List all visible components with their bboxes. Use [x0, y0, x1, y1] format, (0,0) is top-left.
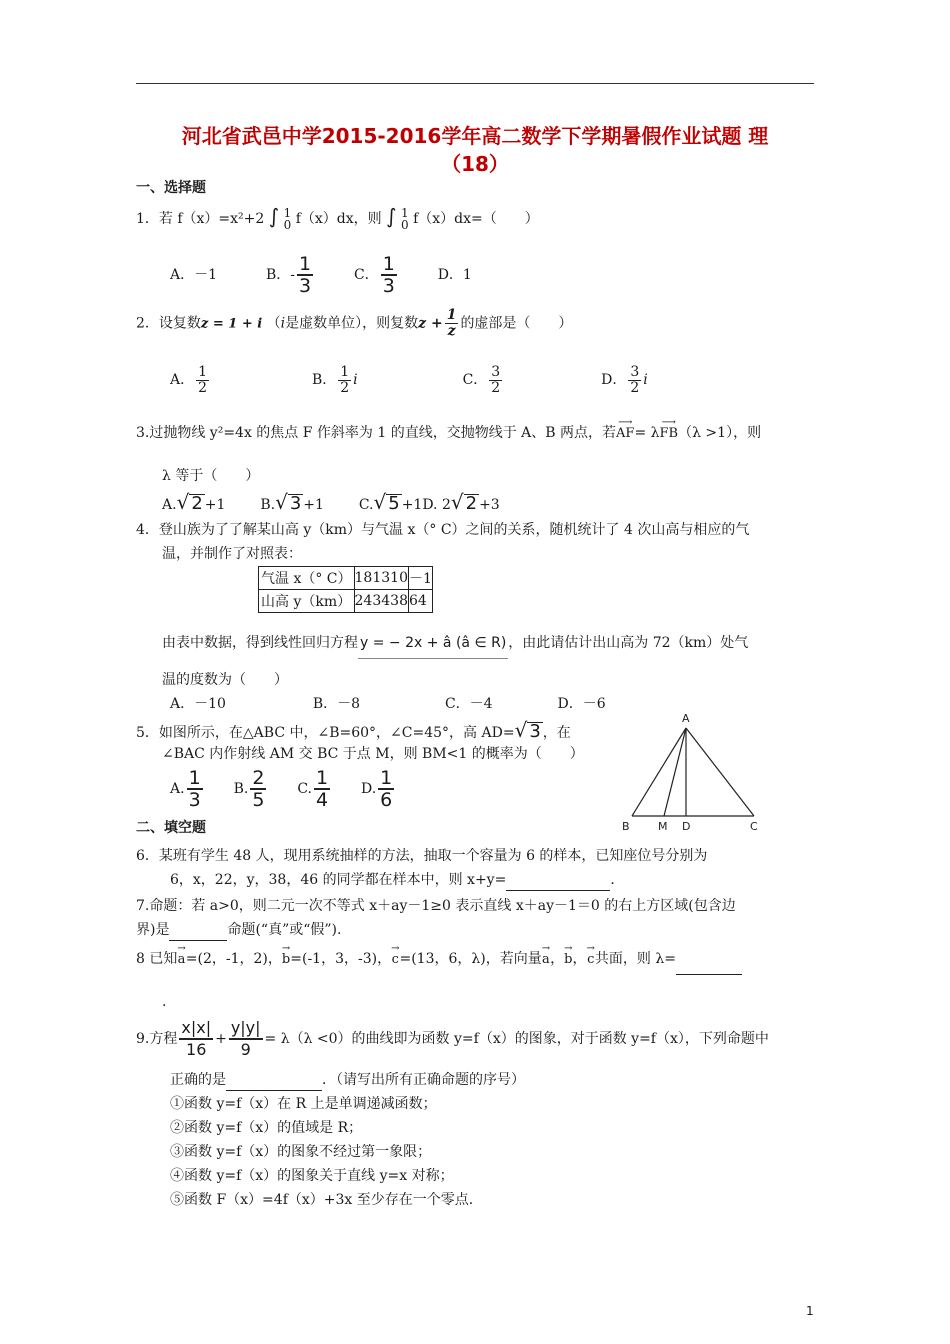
title-line-2: （18） [441, 152, 509, 176]
header-rule [136, 83, 814, 84]
q7-text-c: 命题(“真”或“假”). [227, 922, 342, 938]
q4-option-c: C．－4 [444, 696, 493, 712]
q4-text-c: 由表中数据，得到线性回归方程 [162, 635, 358, 651]
q5-options [170, 768, 396, 810]
q2-option-b: B． [311, 372, 337, 388]
table-cell: 24 [354, 590, 372, 613]
q4-option-b: B．－8 [312, 696, 361, 712]
vector-a: → a [177, 943, 186, 967]
question-1 [136, 206, 539, 242]
vector-c: → c [586, 943, 595, 967]
label-a: A [682, 712, 690, 725]
complex-z: z = 1 + i [200, 316, 263, 332]
integral-icon: ∫ [386, 204, 397, 228]
fraction: $\frac{3}{2}$ [491, 363, 501, 396]
sqrt: √ 2 [450, 490, 478, 514]
q8-text-d: =(13，6，λ)，若向量 [399, 951, 542, 967]
q3-text-c: λ 等于（ ） [162, 468, 260, 484]
q1-option-a: A．－1 [170, 267, 218, 283]
q2-text-c: 是虚数单位），则复数 [285, 315, 419, 332]
q9-text-a: 9.方程 [136, 1031, 178, 1047]
table-cell: 13 [372, 567, 390, 590]
q6-text-b: 6，x，22，y，38，46 的同学都在样本中，则 x+y= [170, 872, 507, 888]
q3-eq: = λ [634, 425, 660, 441]
q9-item-3: ③函数 y=f（x）的图象不经过第一象限； [170, 1144, 432, 1160]
section-choice-heading: 一、选择题 [136, 180, 206, 196]
section-fill-heading: 二、填空题 [136, 820, 206, 836]
sqrt: √ 3 [275, 490, 302, 514]
q6-text-c: ． [610, 872, 625, 888]
regression-equation: y = − 2x + â (â ∈ R) [358, 628, 508, 659]
q9-item-2: ②函数 y=f（x）的值域是 R； [170, 1120, 363, 1136]
question-3 [136, 418, 761, 448]
q4-option-a: A．－10 [170, 696, 226, 712]
table-cell: 64 [409, 590, 433, 613]
q3-option-a: A. [162, 497, 177, 513]
label-b: B [622, 820, 630, 833]
q1-option-b: B．- [265, 267, 295, 283]
label-c: C [750, 820, 758, 833]
table-cell: 山高 y（km） [259, 590, 355, 613]
q3-option-b: B. [260, 497, 276, 513]
answer-blank[interactable] [506, 870, 610, 891]
q7-line-b [136, 920, 341, 941]
q5-text-b: ，在 [542, 725, 571, 741]
imag-unit: i [280, 315, 286, 332]
q6-line-b [170, 870, 624, 891]
label-d: D [682, 820, 691, 833]
page-number: 1 [806, 1304, 814, 1318]
vector-fb: ⟶ FB [659, 417, 679, 441]
vector-b: → b [564, 943, 573, 967]
fraction: $\frac{1}{6}$ [380, 767, 393, 811]
fraction: $\frac{1}{z}$ [446, 307, 457, 339]
q1-options [170, 253, 472, 297]
document-title [136, 122, 814, 178]
q3-text-b: （λ >1），则 [678, 425, 762, 441]
table-cell: 10 [390, 567, 408, 590]
sqrt: √ 5 [373, 490, 400, 514]
q8-text-b: =(2，-1，2)， [185, 951, 282, 967]
q2-option-c: C． [462, 372, 488, 388]
vector-af: ⟶ AF [616, 417, 635, 441]
q9-text-d: ．（请写出所有正确命题的序号） [322, 1072, 525, 1088]
q7-text-b: 界)是 [136, 922, 170, 938]
q7-text-a: 7.命题：若 a>0，则二元一次不等式 x＋ay－1≥0 表示直线 x＋ay－1＝0 的右上方区域(包含边 [136, 898, 736, 914]
fraction: $\frac{1}{3}$ [382, 253, 395, 297]
q8-text-c: =(-1，3，-3)， [290, 951, 392, 967]
fraction: $\frac{1}{2}$ [340, 363, 350, 396]
ray-am [664, 728, 686, 816]
fraction: $\frac{1}{2}$ [198, 363, 208, 396]
table-cell: －1 [409, 567, 433, 590]
q5-option-b: B. [233, 781, 249, 797]
q2-text-d: 的虚部是（ ） [460, 315, 573, 332]
question-5 [136, 718, 571, 745]
q5-option-d: D. [360, 781, 377, 797]
q2-text-b: （ [266, 315, 281, 332]
q2-option-a: A． [170, 372, 195, 388]
q3-text-a: 3.过抛物线 y²=4x 的焦点 F 作斜率为 1 的直线，交抛物线于 A、B 两点，若 [136, 425, 617, 441]
q9-text-b: = λ（λ <0）的曲线即为函数 y=f（x）的图象，对于函数 y=f（x），下列命题中 [264, 1031, 769, 1047]
answer-blank[interactable] [169, 920, 227, 941]
side-ab [632, 728, 686, 816]
q4-text-b: 温，并制作了对照表： [162, 546, 302, 562]
side-ac [686, 728, 754, 816]
q1-text-c: f（x）dx=（ ） [413, 211, 539, 227]
table-cell: 38 [390, 590, 408, 613]
temperature-height-table [258, 566, 433, 613]
q5-text-c: ∠BAC 内作射线 AM 交 BC 于点 M，则 BM<1 的概率为（ ） [162, 746, 584, 762]
q2-option-d: D． [601, 372, 627, 388]
q4-text-a: 4．登山族为了了解某山高 y（km）与气温 x（° C）之间的关系，随机统计了 4 次山高与相应的气 [136, 522, 750, 538]
integral-limits: 1 0 [401, 206, 409, 232]
sqrt: √ 3 [514, 718, 541, 742]
q9-text-c: 正确的是 [170, 1072, 226, 1088]
q4-text-d: ，由此请估计出山高为 72（km）处气 [508, 635, 749, 651]
q4-options [170, 694, 606, 714]
table-cell: 34 [372, 590, 390, 613]
q8-text-a: 8 已知 [136, 951, 178, 967]
q1-text-a: 1．若 f（x）=x²+2 [136, 211, 265, 227]
table-row [259, 567, 433, 590]
q1-option-c: C． [353, 267, 379, 283]
q5-option-c: C. [297, 781, 312, 797]
fraction: $\frac{1}{3}$ [298, 253, 312, 297]
title-line-1: 河北省武邑中学2015-2016学年高二数学下学期暑假作业试题 理 [181, 124, 769, 148]
vector-b: → b [281, 943, 291, 967]
vector-c: → c [391, 943, 400, 967]
question-9: 9.方程 $\frac{x|x|}{16}$ + $\frac{y|y|}{9}$ = λ（λ <0）的曲线即为函数 y=f（x）的图象，对于函数 y=f（x），下列命题中 [136, 1018, 769, 1059]
q5-option-a: A. [170, 781, 185, 797]
q2-options: A． $\frac{1}{2}$ B． $\frac{1}{2}$ i C． $\frac{3}{2}$ D． $\frac{3}{2}$ i [170, 363, 648, 396]
integral-icon: ∫ [268, 204, 280, 228]
z-plus: z + [418, 315, 443, 332]
fraction: $\frac{y|y|}{9}$ [230, 1018, 261, 1059]
q4-regression-line [162, 628, 748, 658]
q1-text-b: f（x）dx，则 [295, 211, 382, 227]
q4-text-e: 温的度数为（ ） [162, 672, 288, 688]
q3-options: A.√ 2 +1 B.√ 3 +1 C.√ 5 +1D. 2√ 2 +3 [162, 490, 500, 517]
answer-blank[interactable] [676, 944, 742, 975]
q9-item-5: ⑤函数 F（x）=4f（x）+3x 至少存在一个零点． [170, 1192, 483, 1208]
table-cell: 气温 x（° C） [259, 567, 355, 590]
q5-text-a: 5．如图所示，在△ABC 中，∠B=60°，∠C=45°，高 AD= [136, 725, 515, 741]
triangle-figure [616, 708, 766, 836]
fraction: $\frac{1}{4}$ [315, 767, 329, 811]
q3-option-c: C. [358, 497, 374, 513]
q1-option-d: D．1 [437, 267, 472, 283]
fraction: $\frac{3}{2}$ [630, 363, 640, 396]
answer-blank[interactable] [226, 1070, 322, 1091]
q4-option-d: D．－6 [557, 696, 606, 712]
q6-text-a: 6．某班有学生 48 人，现用系统抽样的方法，抽取一个容量为 6 的样本，已知座位号分别为 [136, 848, 708, 864]
integral-limits: 1 0 [283, 206, 292, 232]
table-row [259, 590, 433, 613]
q9-line-c [170, 1070, 525, 1091]
label-m: M [658, 820, 668, 833]
question-8: 8 已知 → a =(2，-1，2)， → b =(-1，3，-3)， → c =(13，6，λ)，若向量 → a ， → b ， → c 共面，则 λ= [136, 944, 742, 974]
fraction: $\frac{x|x|}{16}$ [181, 1018, 212, 1059]
fraction: $\frac{1}{3}$ [188, 767, 201, 811]
q2-text-a: 2．设复数 [136, 315, 201, 332]
q9-item-4: ④函数 y=f（x）的图象关于直线 y=x 对称； [170, 1168, 454, 1184]
vector-a: → a [541, 943, 551, 967]
fraction: $\frac{2}{5}$ [252, 767, 265, 811]
q8-text-g: 共面，则 λ= [594, 951, 676, 967]
sqrt: √ 2 [176, 490, 203, 514]
question-2 [136, 308, 572, 348]
q9-item-1: ①函数 y=f（x）在 R 上是单调递减函数； [170, 1096, 437, 1112]
table-cell: 18 [354, 567, 372, 590]
q8-text-h: . [162, 994, 167, 1010]
